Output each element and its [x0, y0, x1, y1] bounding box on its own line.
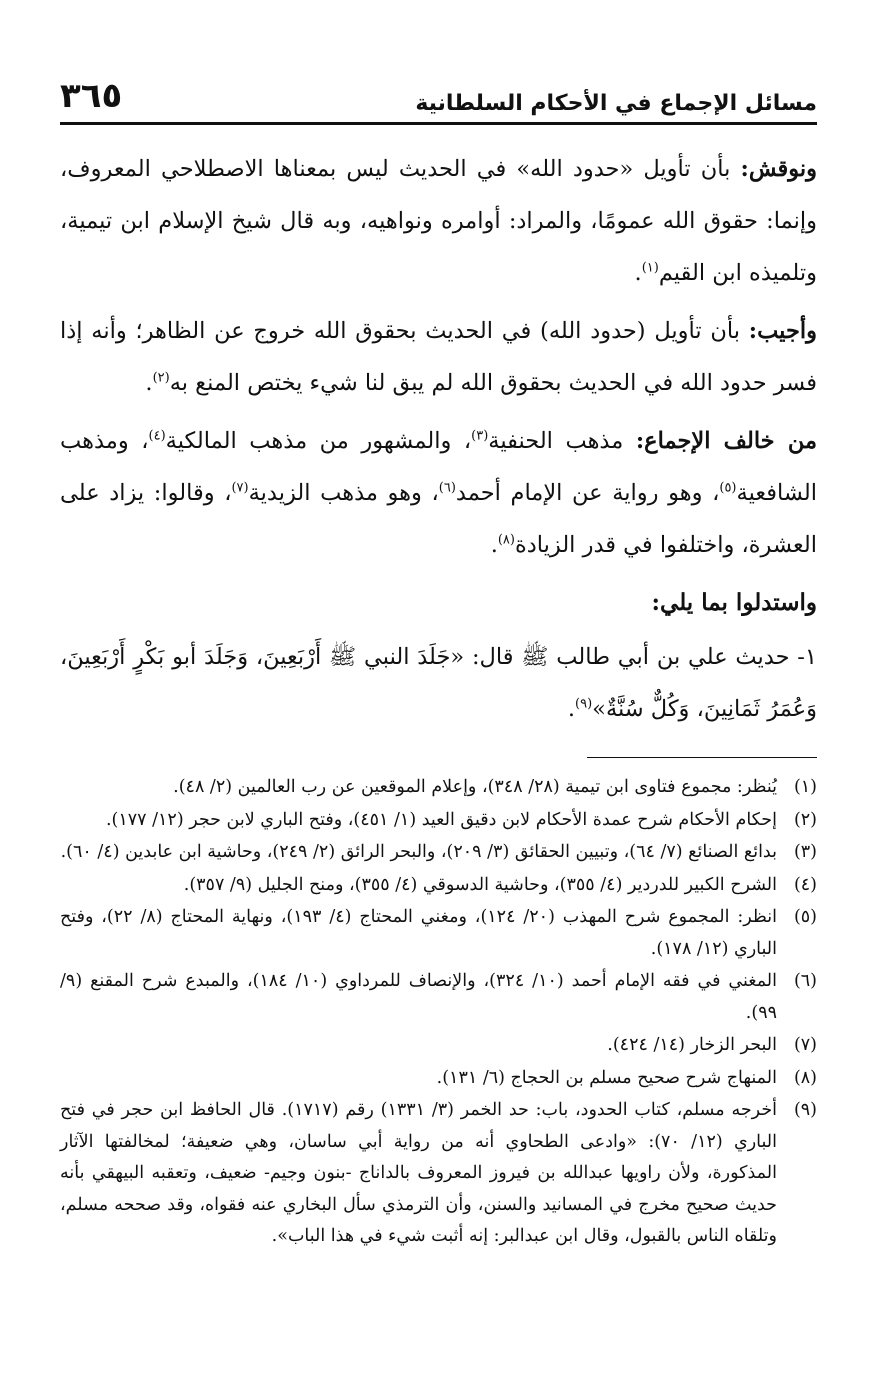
footnote-text: انظر: المجموع شرح المهذب (٢٠/ ١٢٤)، ومغني المحتاج (٤/ ١٩٣)، ونهاية المحتاج (٨/ ٢٢)، وفتح الباري (١٢/ ١٧٨).: [60, 907, 777, 959]
paragraph-text: بأن تأويل (حدود الله) في الحديث بحقوق الله خروج عن الظاهر؛ وأنه إذا فسر حدود الله في الحديث بحقوق الله لم يبق لنا شيء يختص المنع به: [60, 318, 817, 396]
paragraph-objection: ونوقش: بأن تأويل «حدود الله» في الحديث ليس بمعناها الاصطلاحي المعروف، وإنما: حقوق الله عمومًا، والمراد: أوامره ونواهيه، وبه قال شيخ الإسلام ابن تيمية، وتلميذه ابن القيم$^{(١)}$.: [60, 156, 818, 286]
paragraph-text: بأن تأويل «حدود الله» في الحديث ليس بمعناها الاصطلاحي المعروف، وإنما: حقوق الله عمومًا، والمراد: أوامره ونواهيه، وبه قال شيخ الإسلام ابن تيمية، وتلميذه ابن القيم: [60, 156, 817, 286]
footnote: [60, 870, 817, 902]
main-text: [60, 143, 817, 735]
footnote-text: البحر الزخار (١٤/ ٤٢٤).: [607, 1035, 777, 1055]
footnote-number: (١): [793, 777, 817, 797]
footnote-text: أخرجه مسلم، كتاب الحدود، باب: حد الخمر (٣/ ١٣٣١) رقم (١٧١٧). قال الحافظ ابن حجر في فتح الباري (١٢/ ٧٠): «وادعى الطحاوي أنه من رواية أبي ساسان، وهي ضعيفة؛ لمخالفتها الآثار المذكورة، ولأن راويها عبدالله بن فيروز المعروف بالداناج -بنون وجيم- ضعيف، وتعقبه البيهقي بأنه حديث صحيح مخرج في المسانيد والسنن، وأن الترمذي سأل البخاري عنه فقواه، وقد صححه مسلم، وتلقاه الناس بالقبول، وقال ابن عبدالبر: إنه أثبت شيء في هذا الباب».: [60, 1100, 777, 1246]
footnote-number: (٨): [793, 1067, 817, 1088]
footnote: [60, 1095, 817, 1253]
footnote-ref: (١): [641, 260, 659, 276]
footnote-number: (٩): [793, 1100, 817, 1120]
footnote-ref: (٩): [575, 696, 593, 712]
footnote-text: المغني في فقه الإمام أحمد (١٠/ ٣٢٤)، والإنصاف للمرداوي (١٠/ ١٨٤)، والمبدع شرح المقنع (٩/ ٩٩).: [60, 971, 778, 1023]
footnote-text: المنهاج شرح صحيح مسلم بن الحجاج (٦/ ١٣١).: [436, 1067, 777, 1088]
footnote-ref: (٥): [719, 480, 737, 496]
footnote-number: (٥): [793, 907, 817, 927]
footnote: [60, 805, 817, 837]
paragraph-text: مذهب الحنفية: [488, 428, 624, 454]
footnote: [60, 837, 817, 869]
page-header: [60, 60, 817, 125]
paragraph-reply: وأجيب: بأن تأويل (حدود الله) في الحديث بحقوق الله خروج عن الظاهر؛ وأنه إذا فسر حدود الله في الحديث بحقوق الله لم يبق لنا شيء يختص المنع به$^{(٢)}$.: [60, 318, 817, 396]
footnote: [60, 966, 817, 1029]
paragraph-dissent: من خالف الإجماع: مذهب الحنفية$^{(٣)}$، والمشهور من مذهب المالكية$^{(٤)}$، ومذهب الشافعية$^{(٥)}$، وهو رواية عن الإمام أحمد$^{(٦)}$، وهو مذهب الزيدية$^{(٧)}$، وقالوا: يزاد على العشرة، واختلفوا في قدر الزيادة$^{(٨)}$.: [60, 428, 817, 558]
footnotes: [60, 772, 817, 1253]
footnote-text: الشرح الكبير للدردير (٤/ ٣٥٥)، وحاشية الدسوقي (٤/ ٣٥٥)، ومنح الجليل (٩/ ٣٥٧).: [183, 874, 777, 895]
footnote-number: (٢): [793, 809, 817, 830]
footnote-ref: (٦): [438, 480, 456, 496]
page-number: ٣٦٥: [60, 76, 123, 116]
paragraph-text: ، وهو رواية عن الإمام أحمد: [455, 480, 720, 506]
paragraph-text: ، والمشهور من مذهب المالكية: [165, 428, 472, 454]
footnote-ref: (٧): [231, 480, 249, 496]
paragraph-lead: وأجيب:: [748, 318, 817, 344]
footnote: [60, 772, 817, 804]
paragraph-text: ، وهو مذهب الزيدية: [248, 480, 439, 506]
footnote-number: (٣): [793, 842, 817, 862]
footnote-ref: (٨): [497, 532, 515, 548]
footnote: [60, 1030, 817, 1062]
paragraph-lead: ونوقش:: [740, 156, 818, 182]
footnote: [60, 902, 817, 965]
paragraph-text: ، ومذهب الشافعية: [60, 428, 817, 506]
hadith-text: ١- حديث علي بن أبي طالب ﷺ قال: «جَلَدَ النبي ﷺ أَرْبَعِينَ، وَجَلَدَ أبو بَكْرٍ أَرْبَعِينَ، وَعُمَرُ ثَمَانِينَ، وَكُلٌّ سُنَّةٌ»: [60, 644, 817, 722]
footnote: [60, 1063, 817, 1095]
footnote-ref: (٤): [148, 428, 166, 444]
running-title: مسائل الإجماع في الأحكام السلطانية: [415, 91, 817, 116]
footnote-number: (٤): [793, 874, 817, 895]
paragraph-lead: من خالف الإجماع:: [635, 428, 817, 454]
footnote-number: (٧): [793, 1035, 817, 1055]
section-subheading: واستدلوا بما يلي:: [651, 589, 817, 616]
footnote-ref: (٢): [152, 370, 170, 386]
hadith-paragraph: ١- حديث علي بن أبي طالب ﷺ قال: «جَلَدَ النبي ﷺ أَرْبَعِينَ، وَجَلَدَ أبو بَكْرٍ أَرْبَعِينَ، وَعُمَرُ ثَمَانِينَ، وَكُلٌّ سُنَّةٌ»$^{(٩)}$.: [60, 644, 817, 722]
footnote-ref: (٣): [471, 428, 489, 444]
paragraph-text: ، وقالوا: يزاد على العشرة، واختلفوا في قدر الزيادة: [60, 480, 817, 558]
footnote-text: بدائع الصنائع (٧/ ٦٤)، وتبيين الحقائق (٣/ ٢٠٩)، والبحر الرائق (٢/ ٢٤٩)، وحاشية ابن عابدين (٤/ ٦٠).: [60, 842, 777, 862]
footnote-separator: [587, 757, 817, 758]
footnote-text: إحكام الأحكام شرح عمدة الأحكام لابن دقيق العيد (١/ ٤٥١)، وفتح الباري لابن حجر (١٢/ ١٧٧).: [105, 809, 777, 830]
footnote-number: (٦): [793, 971, 817, 991]
footnote-text: يُنظر: مجموع فتاوى ابن تيمية (٢٨/ ٣٤٨)، وإعلام الموقعين عن رب العالمين (٢/ ٤٨).: [173, 777, 777, 797]
